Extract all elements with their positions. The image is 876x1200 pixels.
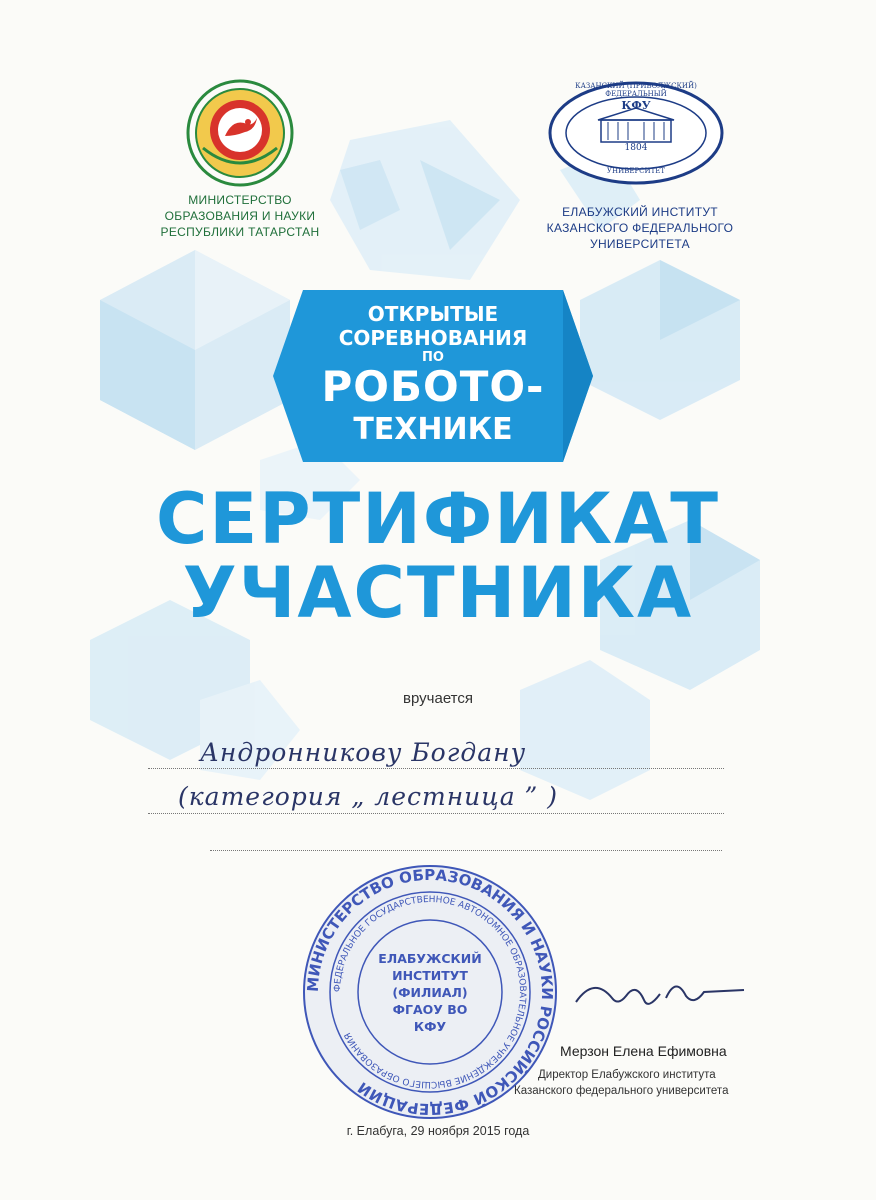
- event-title-line: СОРЕВНОВАНИЯ: [338, 326, 528, 350]
- place-date: г. Елабуга, 29 ноября 2015 года: [346, 1124, 530, 1138]
- event-title-main: РОБОТО-: [321, 362, 545, 411]
- stamp-center-line: ИНСТИТУТ: [392, 968, 468, 983]
- event-title-line: ПО: [422, 350, 444, 365]
- kfu-logo-ring-top: КАЗАНСКИЙ (ПРИВОЛЖСКИЙ) ФЕДЕРАЛЬНЫЙ: [575, 82, 697, 98]
- ministry-name: [130, 192, 350, 240]
- recipient-category: (категория „ лестница ” ): [178, 782, 559, 811]
- event-title-line: ОТКРЫТЫЕ: [367, 302, 499, 326]
- institute-name: [520, 204, 760, 252]
- stamp-center-line: ФГАОУ ВО: [392, 1002, 468, 1017]
- institute-name-line: КАЗАНСКОГО ФЕДЕРАЛЬНОГО: [546, 221, 734, 235]
- blank-line: [210, 850, 722, 851]
- kfu-logo-abbr: КФУ: [621, 99, 651, 112]
- institute-name-line: УНИВЕРСИТЕТА: [590, 237, 690, 251]
- event-title-line: ТЕХНИКЕ: [353, 412, 513, 447]
- kfu-logo-year: 1804: [624, 143, 648, 153]
- ministry-name-line: ОБРАЗОВАНИЯ И НАУКИ: [164, 209, 316, 223]
- kfu-logo-ring-bottom: УНИВЕРСИТЕТ: [606, 167, 666, 175]
- stamp-center: [360, 950, 500, 1035]
- institute-name-line: ЕЛАБУЖСКИЙ ИНСТИТУТ: [562, 205, 718, 219]
- official-stamp: [300, 862, 560, 1122]
- event-banner: [273, 290, 593, 462]
- certificate-title: СЕРТИФИКАТ: [156, 478, 720, 560]
- stamp-inner-ring: ФЕДЕРАЛЬНОЕ ГОСУДАРСТВЕННОЕ АВТОНОМНОЕ ОБРАЗОВАТЕЛЬНОЕ УЧРЕЖДЕНИЕ ВЫСШЕГО ОБРАЗОВАНИЯ: [332, 894, 528, 1090]
- stamp-center-line: (ФИЛИАЛ): [392, 985, 468, 1000]
- certificate-subtitle: УЧАСТНИКА: [182, 552, 694, 634]
- signatory-position: Казанского федерального университета: [514, 1085, 729, 1097]
- ministry-name-line: РЕСПУБЛИКИ ТАТАРСТАН: [160, 225, 320, 239]
- awarded-label: вручается: [403, 690, 473, 707]
- recipient-line: [148, 768, 724, 769]
- signatory-position: Директор Елабужского института: [538, 1069, 716, 1081]
- recipient-name: Андронникову Богдану: [200, 738, 527, 767]
- tatarstan-emblem-icon: [185, 78, 295, 188]
- signatory-name: Мерзон Елена Ефимовна: [560, 1043, 727, 1059]
- signature-icon: [566, 970, 756, 1020]
- category-line: [148, 813, 724, 814]
- ministry-name-line: МИНИСТЕРСТВО: [188, 193, 292, 207]
- stamp-center-line: КФУ: [413, 1019, 447, 1034]
- stamp-outer-ring: МИНИСТЕРСТВО ОБРАЗОВАНИЯ И НАУКИ РОССИЙСКОЙ ФЕДЕРАЦИИ: [303, 865, 557, 1119]
- stamp-center-line: ЕЛАБУЖСКИЙ: [378, 951, 482, 966]
